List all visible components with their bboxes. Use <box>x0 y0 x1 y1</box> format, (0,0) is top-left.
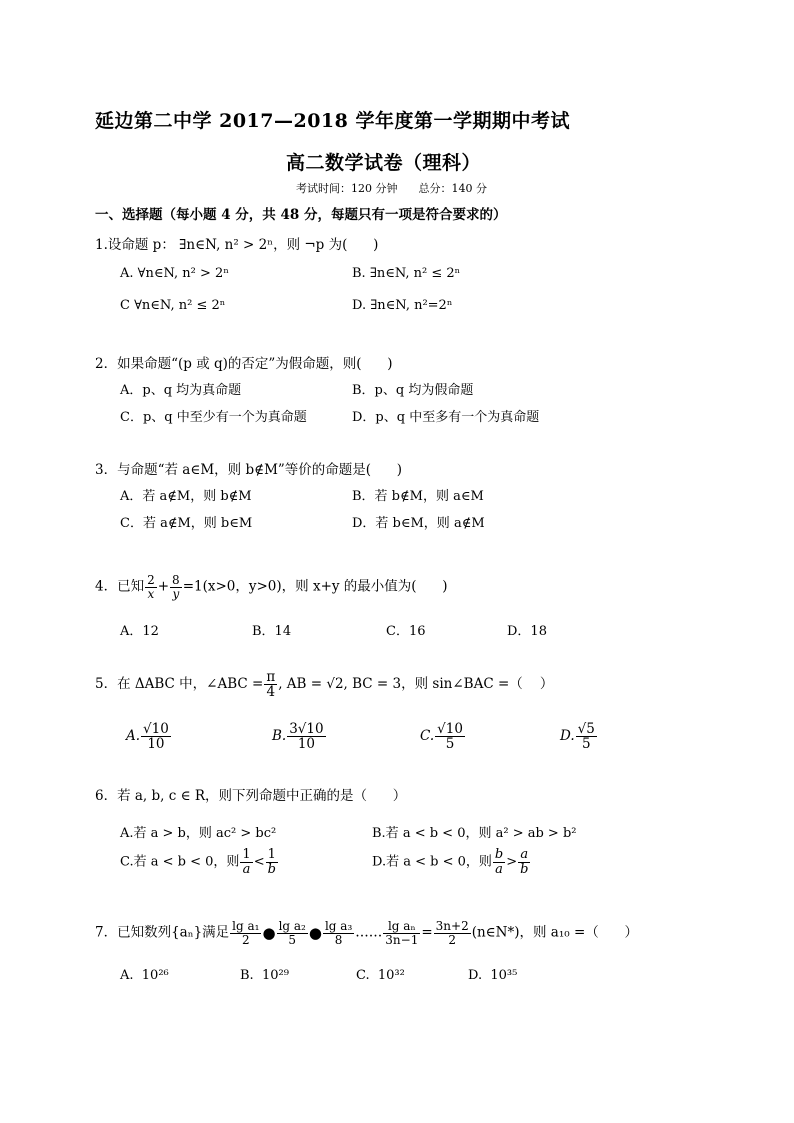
question-5-angle-fraction <box>264 670 277 699</box>
question-2-option-c: C．p、q 中至少有一个为真命题 <box>120 410 307 425</box>
question-5-option-a <box>126 722 172 751</box>
question-6-option-d-f1-numerator: b <box>494 847 504 862</box>
question-5-option-d-label: D. <box>560 728 575 745</box>
question-6-option-c-f1-numerator: 1 <box>242 847 251 862</box>
question-2-stem: 2．如果命题“(p 或 q)的否定”为假命题，则( ) <box>95 356 393 372</box>
question-3-option-a: A．若 a∉M，则 b∉M <box>120 489 252 504</box>
question-5-option-a-fraction <box>141 722 171 751</box>
question-6-option-d <box>372 848 531 876</box>
question-6-option-a: A.若 a > b，则 ac² > bc² <box>120 826 277 841</box>
question-3-stem: 3．与命题“若 a∈M，则 b∉M”等价的命题是( ) <box>95 462 403 478</box>
question-3-option-b: B．若 b∉M，则 a∈M <box>352 489 484 504</box>
question-6-option-d-fraction-1 <box>493 848 505 876</box>
question-6-option-d-operator: > <box>506 854 518 870</box>
exam-title: 延边第二中学 2017—2018 学年度第一学期期中考试 <box>95 110 570 132</box>
question-6-option-c-prefix: C.若 a < b < 0，则 <box>120 854 240 870</box>
question-5-option-a-label: A. <box>126 728 141 745</box>
question-6-option-c <box>120 848 279 876</box>
question-7-dot-2: ● <box>308 924 322 943</box>
question-7-term-n-denominator: 3n−1 <box>385 932 419 947</box>
question-4-option-b: B．14 <box>252 624 292 639</box>
question-6-option-b: B.若 a < b < 0，则 a² > ab > b² <box>372 826 577 841</box>
question-6-option-d-f2-denominator: b <box>520 861 529 877</box>
question-4-fraction-2 <box>170 574 182 600</box>
question-5-option-d-fraction <box>576 722 597 751</box>
question-7-stem <box>95 920 638 946</box>
question-7-term-1-denominator: 2 <box>241 932 250 947</box>
question-7-term-3 <box>323 920 354 946</box>
question-5-option-c-label: C. <box>420 728 435 745</box>
question-7-term-2 <box>277 920 308 946</box>
question-4-fraction-2-denominator: y <box>172 586 180 601</box>
question-5-option-a-denominator: 10 <box>147 736 165 753</box>
question-6-option-c-f2-numerator: 1 <box>266 848 278 863</box>
question-5-suffix: , AB = √2, BC = 3，则 sin∠BAC =（ ） <box>278 676 554 693</box>
question-6-option-c-fraction-1 <box>240 848 252 876</box>
question-4-option-d: D．18 <box>507 624 547 639</box>
question-6-option-d-prefix: D.若 a < b < 0，则 <box>372 854 492 870</box>
question-4-stem: 4．已知 $\frac{2}{x}$ + $\frac{8}{y}$ =1(x>0，y>0)，则 x+y 的最小值为( ) <box>95 573 448 601</box>
question-5-option-d-numerator: √5 <box>577 721 595 737</box>
question-7-equals: = <box>421 924 433 941</box>
question-6-option-c-f2-denominator: b <box>267 861 276 877</box>
question-5-option-c <box>420 722 466 751</box>
question-1-stem: 1.设命题 p： ∃n∈N, n² > 2ⁿ，则 ¬p 为( ) <box>95 237 379 253</box>
question-5-option-d-denominator: 5 <box>581 736 591 753</box>
question-4-fraction-1 <box>145 574 157 600</box>
question-7-rhs-numerator: 3n+2 <box>435 919 469 933</box>
question-4-fraction-1-denominator: x <box>147 586 155 601</box>
question-1-option-c: C ∀n∈N, n² ≤ 2ⁿ <box>120 298 226 313</box>
question-5-prefix: 5．在 ΔABC 中，∠ABC = <box>95 676 264 693</box>
question-7-term-1 <box>230 920 261 946</box>
question-7-term-n <box>383 920 420 946</box>
question-5-option-c-numerator: √10 <box>437 721 463 737</box>
question-7-term-n-numerator: lg aₙ <box>383 920 420 934</box>
question-6-option-c-f1-denominator: a <box>242 861 251 877</box>
question-6-option-c-operator: < <box>253 854 265 870</box>
question-7-term-2-denominator: 5 <box>288 932 297 947</box>
question-5-option-c-denominator: 5 <box>445 736 455 753</box>
question-6-stem: 6．若 a, b, c ∈ R，则下列命题中正确的是（ ） <box>95 788 407 804</box>
question-6-option-d-fraction-2 <box>518 848 530 876</box>
question-7-option-c: C. 10³² <box>356 968 405 983</box>
paper-subtitle: 高二数学试卷（理科） <box>286 152 482 174</box>
question-4-option-c: C．16 <box>386 624 426 639</box>
question-5-option-b <box>272 722 327 751</box>
question-5-option-d <box>560 722 598 751</box>
question-1-option-b: B. ∃n∈N, n² ≤ 2ⁿ <box>352 266 461 281</box>
question-7-option-d: D. 10³⁵ <box>468 968 518 983</box>
question-7-prefix: 7．已知数列{aₙ}满足 <box>95 924 230 941</box>
question-7-rhs-denominator: 2 <box>448 932 456 947</box>
question-4-prefix: 4．已知 <box>95 578 145 595</box>
question-3-option-d: D．若 b∈M，则 a∉M <box>352 516 485 531</box>
question-7-option-b: B. 10²⁹ <box>240 968 289 983</box>
question-2-option-d: D．p、q 中至多有一个为真命题 <box>352 410 540 425</box>
question-7-term-3-numerator: lg a₃ <box>324 919 353 933</box>
question-4-fraction-2-numerator: 8 <box>172 573 180 587</box>
question-4-option-a: A．12 <box>120 624 159 639</box>
question-6-option-c-fraction-2 <box>266 848 278 876</box>
question-2-option-b: B．p、q 均为假命题 <box>352 383 474 398</box>
question-7-rhs <box>434 920 471 946</box>
question-7-ellipsis: …… <box>355 924 383 941</box>
question-7-suffix: (n∈N*)，则 a₁₀ =（ ） <box>471 924 639 941</box>
exam-info: 考试时间：120 分钟 总分：140 分 <box>296 182 487 195</box>
question-2-option-a: A．p、q 均为真命题 <box>120 383 242 398</box>
question-5-option-b-fraction <box>287 722 325 751</box>
question-6-option-d-f1-denominator: a <box>495 861 503 877</box>
question-5-option-b-label: B. <box>272 728 287 745</box>
question-5-option-c-fraction <box>435 722 465 751</box>
question-7-term-3-denominator: 8 <box>334 932 343 947</box>
question-5-option-b-numerator: 3√10 <box>289 721 324 737</box>
question-7-option-a: A. 10²⁶ <box>120 968 169 983</box>
question-7-dot-1: ● <box>262 924 276 943</box>
question-3-option-c: C．若 a∉M，则 b∈M <box>120 516 253 531</box>
question-1-option-a: A. ∀n∈N, n² > 2ⁿ <box>120 266 229 281</box>
question-5-angle-denominator: 4 <box>266 684 276 701</box>
question-6-option-d-f2-numerator: a <box>518 848 530 863</box>
question-1-option-d: D. ∃n∈N, n²=2ⁿ <box>352 298 453 313</box>
question-7-term-1-numerator: lg a₁ <box>232 919 260 933</box>
question-5-option-a-numerator: √10 <box>143 721 169 737</box>
question-5-angle-numerator: π <box>266 669 276 685</box>
question-5-stem <box>95 670 553 699</box>
question-7-term-2-numerator: lg a₂ <box>278 919 306 933</box>
question-4-suffix: =1(x>0，y>0)，则 x+y 的最小值为( ) <box>182 578 448 595</box>
question-4-fraction-1-numerator: 2 <box>147 573 155 587</box>
section-heading: 一、选择题（每小题 4 分，共 48 分，每题只有一项是符合要求的） <box>95 207 507 223</box>
question-5-option-b-denominator: 10 <box>297 736 315 753</box>
